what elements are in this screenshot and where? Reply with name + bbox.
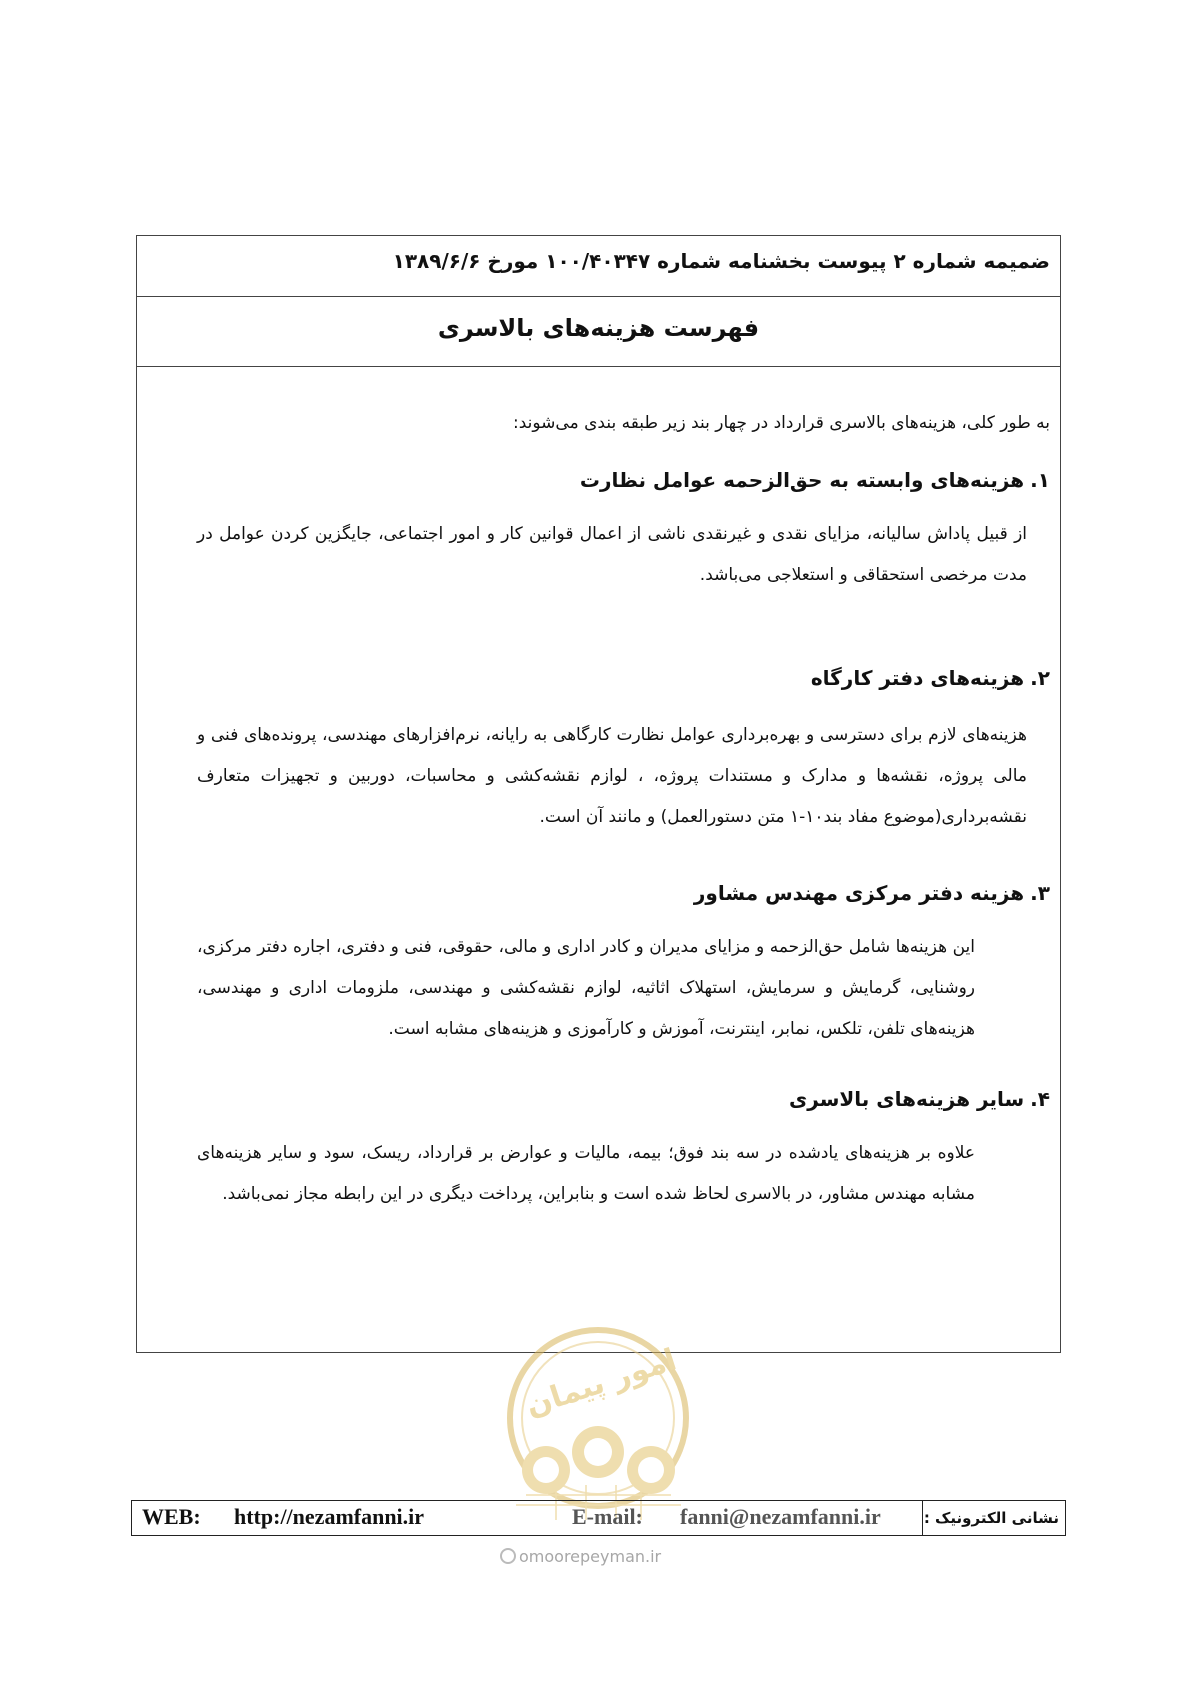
section-title: هزینه‌های دفتر کارگاه xyxy=(810,666,1025,690)
contact-label-cell xyxy=(922,1501,1065,1535)
section-heading-2 xyxy=(811,666,1050,690)
at-sign-icon xyxy=(500,1548,516,1564)
section-number: ۳. xyxy=(1030,881,1050,905)
contact-label: نشانی الکترونیک : xyxy=(923,1509,1059,1527)
circular-reference: ضمیمه شماره ۲ پیوست بخشنامه شماره ۱۰۰/۴۰۳۴۷ مورخ ۱۳۸۹/۶/۶ xyxy=(392,249,1050,273)
section-title: هزینه دفتر مرکزی مهندس مشاور xyxy=(693,881,1025,905)
watermark-caption xyxy=(500,1547,661,1566)
section-number: ۲. xyxy=(1030,666,1050,690)
section-number: ۴. xyxy=(1030,1087,1050,1111)
section-body-4: علاوه بر هزینه‌های یادشده در سه بند فوق؛ بیمه، مالیات و عوارض بر قرارداد، ریسک، سود و سایر هزینه‌های مشابه مهندس مشاور، در بالاسری لحاظ شده است و بنابراین، پرداخت دیگری در این رابطه مجاز نمی‌باشد. xyxy=(197,1143,975,1204)
section-body-2: هزینه‌های لازم برای دسترسی و بهره‌برداری عوامل نظارت کارگاهی به رایانه، نرم‌افزارهای مهندسی، پرونده‌های فنی و مالی پروژه، نقشه‌ها و مدارک و مستندات پروژه، ، لوازم نقشه‌کشی و محاسبات، دوربین و تجهیزات متعارف نقشه‌برداری(موضوع مفاد بند۱۰-۱ متن دستورالعمل) و مانند آن است. xyxy=(197,725,1027,827)
email-label: E-mail: xyxy=(572,1504,643,1529)
header-row xyxy=(137,236,1060,297)
watermark-url: omoorepeyman.ir xyxy=(519,1547,662,1566)
email-link[interactable]: fanni@nezamfanni.ir xyxy=(680,1504,881,1529)
section-heading-3 xyxy=(694,881,1050,905)
watermark-seal-icon xyxy=(486,1320,711,1525)
section-title: هزینه‌های وابسته به حق‌الزحمه عوامل نظارت xyxy=(579,468,1025,492)
section-number: ۱. xyxy=(1030,468,1050,492)
title-row xyxy=(137,296,1060,367)
seal-lettering: امور پیمان xyxy=(521,1342,681,1424)
contact-footer xyxy=(131,1500,1066,1536)
web-link[interactable]: http://nezamfanni.ir xyxy=(234,1504,425,1529)
document-body xyxy=(137,366,1060,1352)
web-label: WEB: xyxy=(142,1504,201,1529)
section-body-3: این هزینه‌ها شامل حق‌الزحمه و مزایای مدیران و کادر اداری و مالی، حقوقی، فنی و دفتری، اجاره دفتر مرکزی، روشنایی، گرمایش و سرمایش، استهلاک اثاثیه، لوازم نقشه‌کشی و مهندسی، ملزومات اداری و مهندسی، هزینه‌های تلفن، تلکس، نمابر، اینترنت، آموزش و کارآموزی و هزینه‌های مشابه است. xyxy=(197,937,975,1039)
intro-paragraph: به طور کلی، هزینه‌های بالاسری قرارداد در چهار بند زیر طبقه بندی می‌شوند: xyxy=(513,413,1050,433)
page-title: فهرست هزینه‌های بالاسری xyxy=(437,314,760,342)
section-title: سایر هزینه‌های بالاسری xyxy=(788,1087,1025,1111)
section-heading-1 xyxy=(580,468,1050,492)
document-frame xyxy=(136,235,1061,1353)
section-heading-4 xyxy=(789,1087,1050,1111)
section-body-1: از قبیل پاداش سالیانه، مزایای نقدی و غیرنقدی ناشی از اعمال قوانین کار و امور اجتماعی، جایگزین کردن عوامل در مدت مرخصی استحقاقی و استعلاجی می‌باشد. xyxy=(197,524,1027,585)
footer-links xyxy=(132,1501,923,1535)
